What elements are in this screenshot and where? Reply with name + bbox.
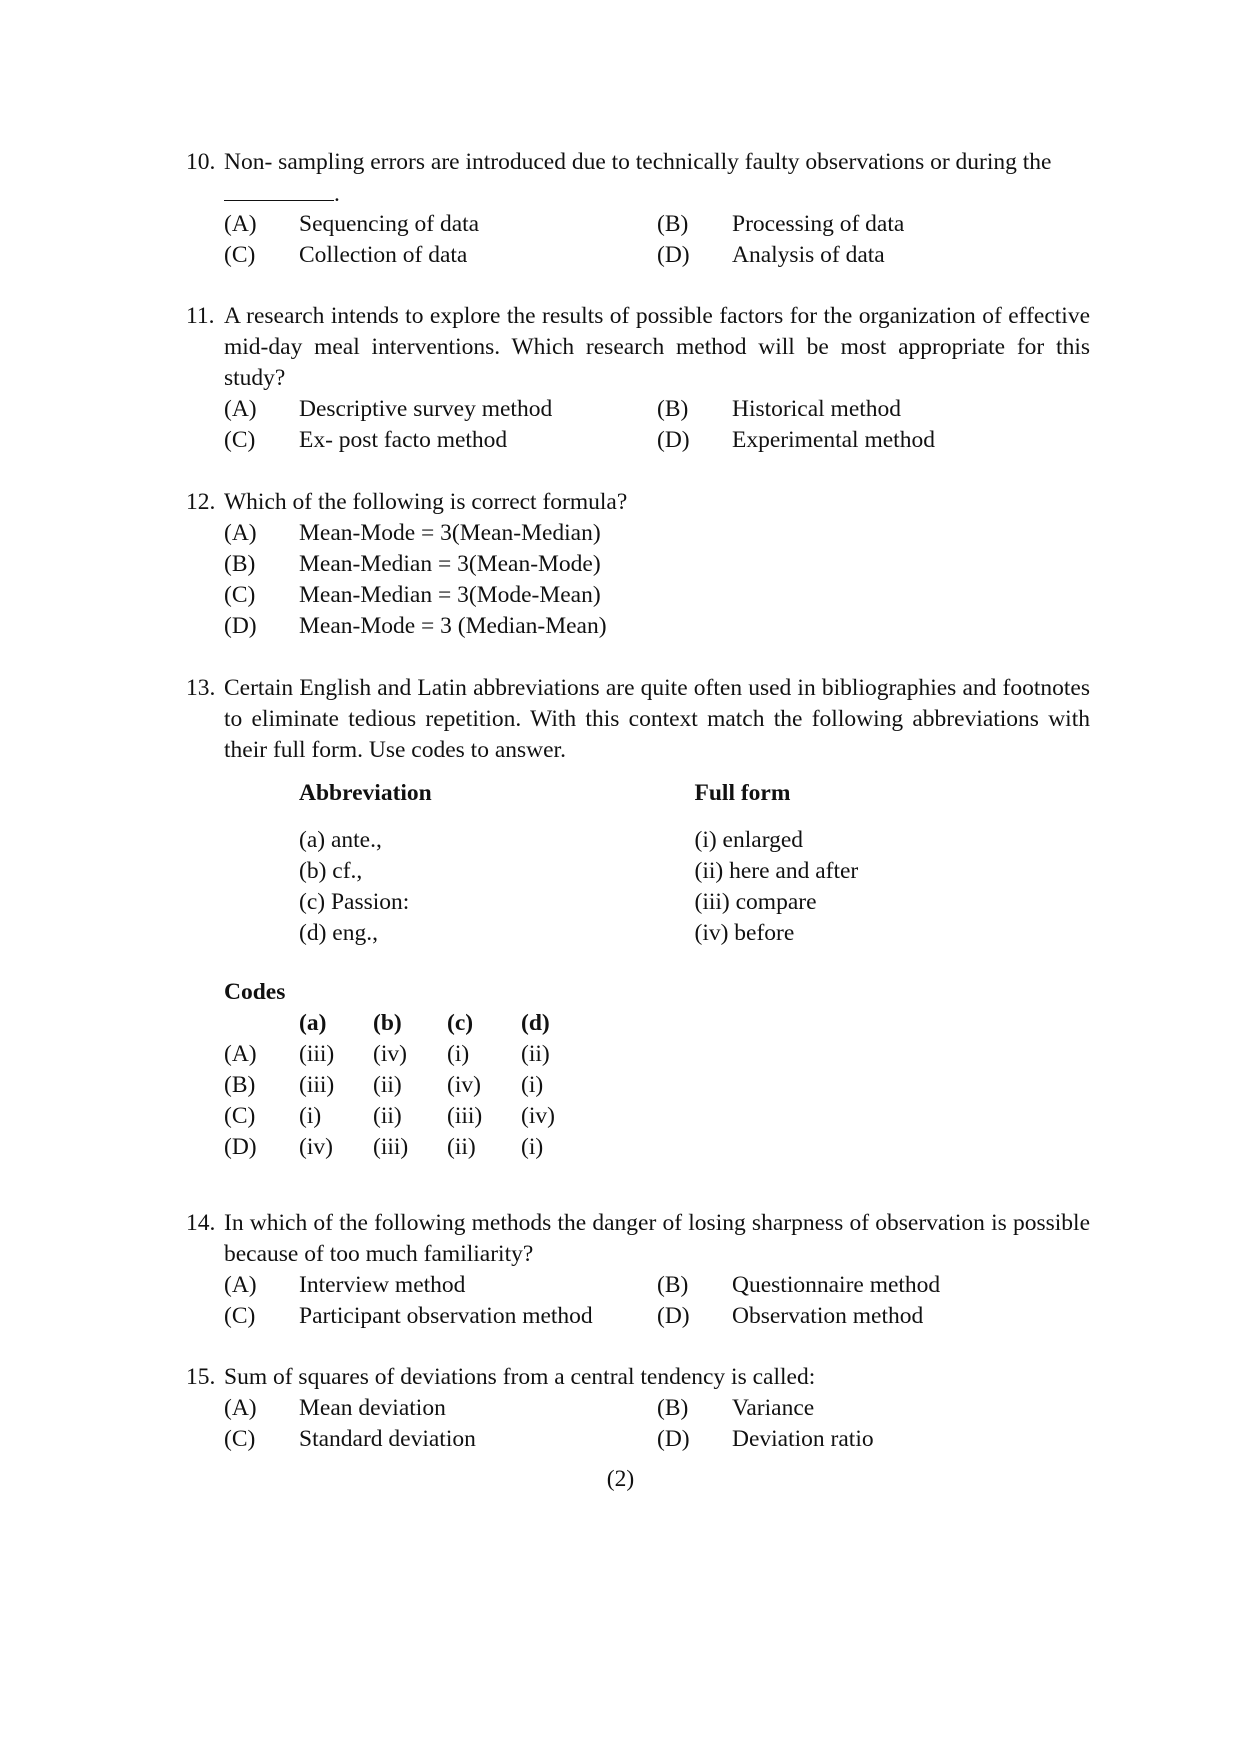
- codes-row: [224, 1101, 595, 1132]
- question-text: Certain English and Latin abbreviations are quite often used in bibliographies and footnotes to eliminate tedious repetition. With this context match the following abbreviations with their full form. Use codes to answer.: [224, 675, 1090, 763]
- codes-row-label: (D): [224, 1134, 257, 1160]
- option-c: (C) Collection of data: [224, 242, 468, 268]
- codes-row: [224, 1039, 595, 1070]
- question-number: 11.: [186, 303, 215, 329]
- codes-row: [224, 1070, 595, 1101]
- codes-cell: (iv): [373, 1041, 407, 1067]
- option-b: (B) Questionnaire method: [657, 1272, 941, 1298]
- question-text: Non- sampling errors are introduced due to technically faulty observations or during the .: [224, 147, 1090, 209]
- option-d: (D) Observation method: [657, 1303, 924, 1329]
- question-12: [186, 487, 1090, 642]
- codes-cell: (iv): [521, 1103, 555, 1129]
- codes-title: Codes: [224, 979, 286, 1005]
- option-c: (C) Standard deviation: [224, 1426, 476, 1452]
- full-form-item: (ii) here and after: [694, 858, 859, 884]
- options: [224, 1270, 1090, 1332]
- codes-row-label: (B): [224, 1072, 256, 1098]
- codes-header: (b): [373, 1010, 402, 1036]
- option-b: (B) Historical method: [657, 396, 902, 422]
- codes-cell: (iv): [299, 1134, 333, 1160]
- match-table: [299, 778, 1090, 949]
- blank-line: .: [224, 178, 1090, 209]
- option-b: (B) Mean-Median = 3(Mean-Mode): [224, 551, 601, 577]
- codes-cell: (i): [447, 1041, 470, 1067]
- question-text: A research intends to explore the results of possible factors for the organization of effective mid-day meal interventions. Which research method will be most appropriate for this study?: [224, 303, 1090, 391]
- question-10: [186, 147, 1090, 271]
- options: [224, 1393, 1090, 1455]
- codes-cell: (iii): [299, 1072, 335, 1098]
- option-d: (D) Analysis of data: [657, 242, 885, 268]
- option-a: (A) Sequencing of data: [224, 211, 480, 237]
- abbreviation-column: [299, 778, 695, 949]
- abbreviation-item: (d) eng.,: [299, 920, 378, 946]
- codes-cell: (ii): [521, 1041, 550, 1067]
- question-11: [186, 301, 1090, 456]
- codes-cell: (ii): [373, 1072, 402, 1098]
- question-number: 13.: [186, 675, 216, 701]
- codes-table: [224, 1008, 595, 1163]
- question-number: 14.: [186, 1210, 216, 1236]
- abbreviation-item: (b) cf.,: [299, 858, 363, 884]
- codes-header: (c): [447, 1010, 474, 1036]
- question-text: In which of the following methods the danger of losing sharpness of observation is possible because of too much familiarity?: [224, 1210, 1090, 1267]
- codes-header: (d): [521, 1010, 550, 1036]
- codes-header: (a): [299, 1010, 327, 1036]
- option-a: (A) Descriptive survey method: [224, 396, 553, 422]
- option-a: (A) Mean deviation: [224, 1395, 446, 1421]
- codes-cell: (ii): [373, 1103, 402, 1129]
- option-d: (D) Mean-Mode = 3 (Median-Mean): [224, 613, 607, 639]
- abbreviation-header: Abbreviation: [299, 780, 432, 806]
- answer-blank: [224, 178, 334, 201]
- codes-cell: (ii): [447, 1134, 476, 1160]
- options: [224, 209, 1090, 271]
- codes-row-label: (A): [224, 1041, 257, 1067]
- abbreviation-item: (a) ante.,: [299, 827, 382, 853]
- codes-cell: (i): [299, 1103, 322, 1129]
- codes-row-label: (C): [224, 1103, 256, 1129]
- options: [224, 394, 1090, 456]
- codes-cell: (i): [521, 1134, 544, 1160]
- question-number: 15.: [186, 1364, 216, 1390]
- question-text: Sum of squares of deviations from a central tendency is called:: [224, 1364, 816, 1390]
- question-13: [186, 673, 1090, 1163]
- question-15: [186, 1362, 1090, 1455]
- option-a: (A) Interview method: [224, 1272, 466, 1298]
- options: [224, 518, 1090, 642]
- full-form-item: (iii) compare: [694, 889, 817, 915]
- codes-block: [224, 977, 1090, 1163]
- option-b: (B) Variance: [657, 1395, 815, 1421]
- option-c: (C) Participant observation method: [224, 1303, 593, 1329]
- option-c: (C) Mean-Median = 3(Mode-Mean): [224, 582, 601, 608]
- option-d: (D) Deviation ratio: [657, 1426, 874, 1452]
- option-c: (C) Ex- post facto method: [224, 427, 508, 453]
- question-14: [186, 1208, 1090, 1332]
- codes-cell: (iv): [447, 1072, 481, 1098]
- codes-row: [224, 1132, 595, 1163]
- option-d: (D) Experimental method: [657, 427, 935, 453]
- full-form-item: (iv) before: [694, 920, 795, 946]
- abbreviation-item: (c) Passion:: [299, 889, 410, 915]
- question-number: 10.: [186, 149, 216, 175]
- option-b: (B) Processing of data: [657, 211, 905, 237]
- question-number: 12.: [186, 489, 216, 515]
- full-form-header: Full form: [694, 780, 791, 806]
- question-text: Which of the following is correct formula?: [224, 489, 628, 515]
- option-a: (A) Mean-Mode = 3(Mean-Median): [224, 520, 601, 546]
- codes-cell: (iii): [447, 1103, 483, 1129]
- page-number: (2): [606, 1466, 635, 1492]
- codes-cell: (i): [521, 1072, 544, 1098]
- full-form-item: (i) enlarged: [694, 827, 804, 853]
- codes-cell: (iii): [299, 1041, 335, 1067]
- codes-cell: (iii): [373, 1134, 409, 1160]
- full-form-column: [695, 778, 1091, 949]
- codes-header-row: [224, 1008, 595, 1039]
